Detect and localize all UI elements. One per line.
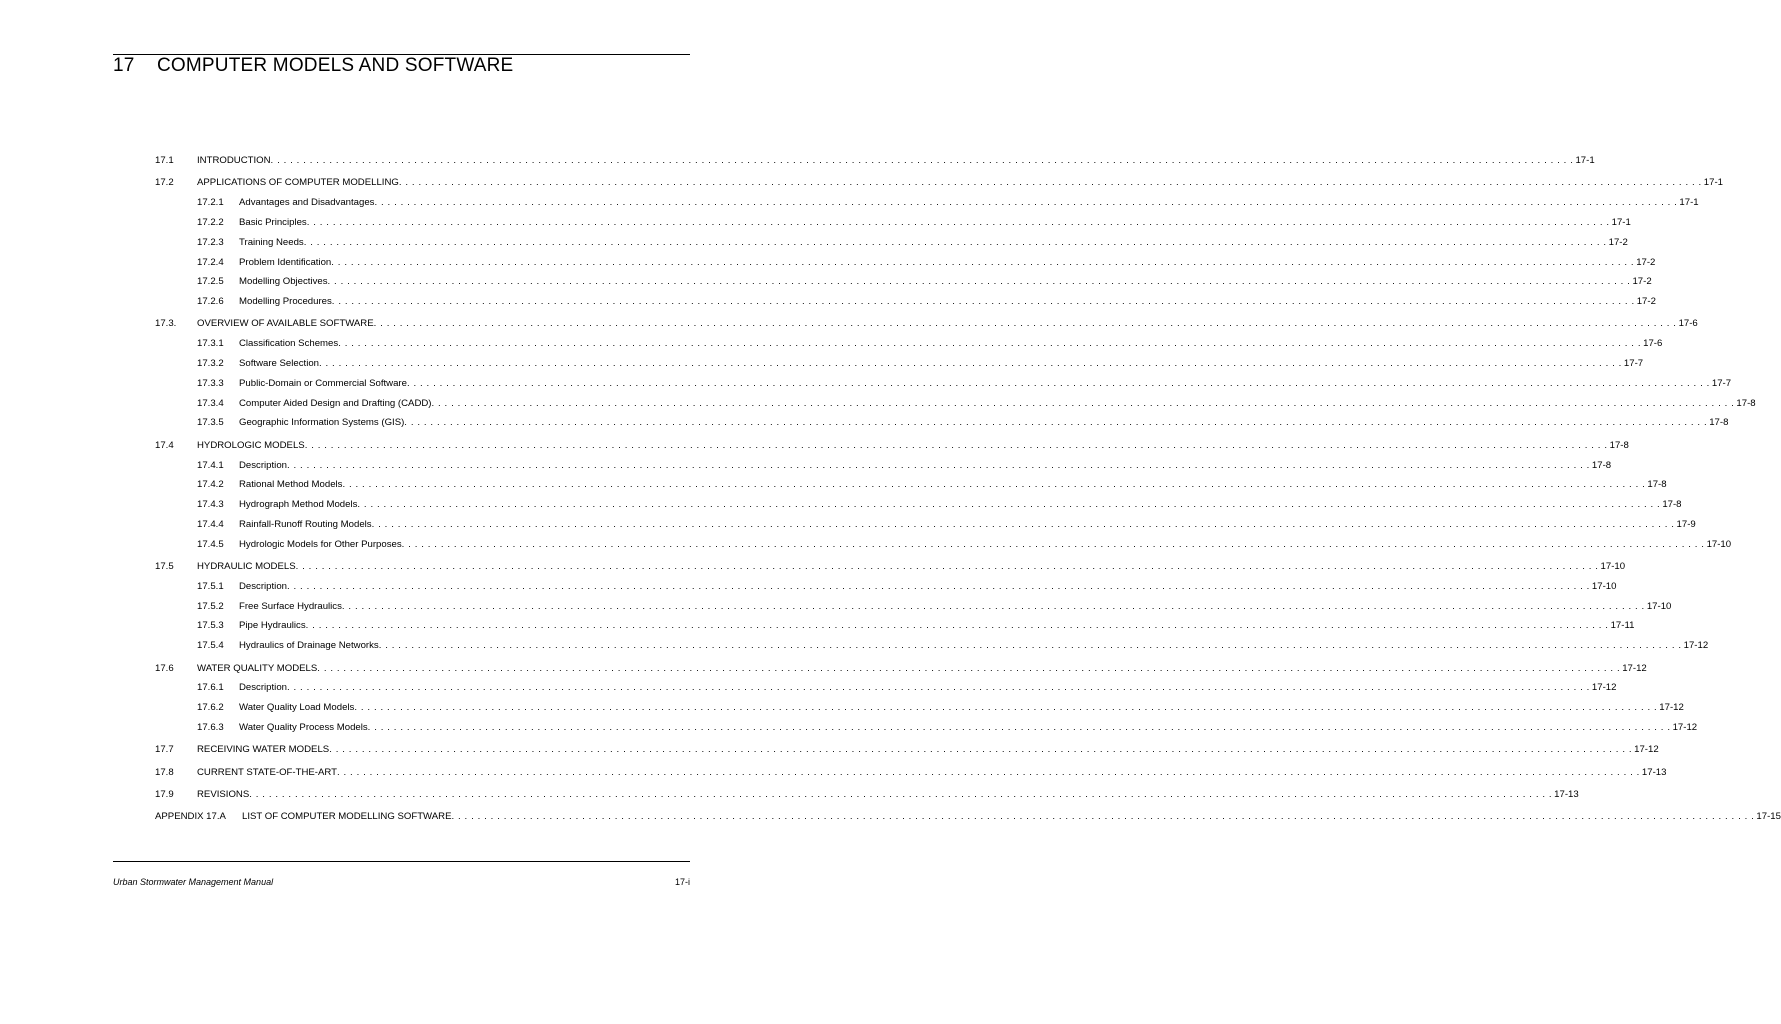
- toc-entry-number: 17.3.4: [197, 397, 224, 409]
- toc-entry-title: Advantages and Disadvantages: [239, 197, 375, 209]
- toc-entry-page: 17-10: [1646, 600, 1672, 612]
- toc-entry-number: 17.4.4: [197, 518, 224, 530]
- toc-entry-page: 17-8: [1647, 479, 1667, 491]
- toc-entry[interactable]: [155, 560, 1626, 574]
- toc-entry-page: 17-10: [1591, 580, 1617, 592]
- toc-entry[interactable]: [197, 600, 1672, 614]
- toc-entry[interactable]: [197, 275, 1652, 289]
- toc-leader-dots: . . . . . . . . . . . . . . . . . . . . . . . . . . . . . . . . . . . . . . . . . . . . . . . . . . . . . . . . . . . . . . . . . . . . . . . . . . . . . . . . . . . . . . . . . . . . . . . . . . . . . . . . . . . . . . . . . . . . . . . . . . . . . . . . . . . . . . . . . . . . . . . . . . . . . . . . . . . . . . . . . . . . . . . . . . . . . . . . . . . . . . . . . . . . . . . . . . . . . . . .: [304, 439, 1608, 451]
- toc-entry-page: 17-2: [1636, 296, 1656, 308]
- toc-entry-page: 17-1: [1679, 197, 1699, 209]
- toc-entry-page: 17-1: [1611, 216, 1631, 228]
- toc-leader-dots: . . . . . . . . . . . . . . . . . . . . . . . . . . . . . . . . . . . . . . . . . . . . . . . . . . . . . . . . . . . . . . . . . . . . . . . . . . . . . . . . . . . . . . . . . . . . . . . . . . . . . . . . . . . . . . . . . . . . . . . . . . . . . . . . . . . . . . . . . . . . . . . . . . . . . . . . . . . . . . . . . . . . . . . . . . . . . . . . . . . . . . . . . . . . . . . . . . . . . . . .: [371, 518, 1675, 530]
- toc-entry-page: 17-1: [1703, 177, 1723, 189]
- toc-leader-dots: . . . . . . . . . . . . . . . . . . . . . . . . . . . . . . . . . . . . . . . . . . . . . . . . . . . . . . . . . . . . . . . . . . . . . . . . . . . . . . . . . . . . . . . . . . . . . . . . . . . . . . . . . . . . . . . . . . . . . . . . . . . . . . . . . . . . . . . . . . . . . . . . . . . . . . . . . . . . . . . . . . . . . . . . . . . . . . . . . . . . . . . . . . . . . . . . . . . . . . . .: [287, 459, 1590, 471]
- toc-leader-dots: . . . . . . . . . . . . . . . . . . . . . . . . . . . . . . . . . . . . . . . . . . . . . . . . . . . . . . . . . . . . . . . . . . . . . . . . . . . . . . . . . . . . . . . . . . . . . . . . . . . . . . . . . . . . . . . . . . . . . . . . . . . . . . . . . . . . . . . . . . . . . . . . . . . . . . . . . . . . . . . . . . . . . . . . . . . . . . . . . . . . . . . . . . . . . . . . . . . . . . . .: [270, 155, 1574, 166]
- toc-entry-title: Description: [239, 682, 287, 694]
- toc-entry-number: 17.4.1: [197, 459, 224, 471]
- toc-leader-dots: . . . . . . . . . . . . . . . . . . . . . . . . . . . . . . . . . . . . . . . . . . . . . . . . . . . . . . . . . . . . . . . . . . . . . . . . . . . . . . . . . . . . . . . . . . . . . . . . . . . . . . . . . . . . . . . . . . . . . . . . . . . . . . . . . . . . . . . . . . . . . . . . . . . . . . . . . . . . . . . . . . . . . . . . . . . . . . . . . . . . . . . . . . . . . . . . . . . . . . . .: [373, 318, 1677, 330]
- toc-entry-page: 17-7: [1711, 377, 1732, 389]
- toc-entry[interactable]: [197, 478, 1667, 492]
- toc-entry-number: 17.5.3: [197, 620, 224, 632]
- toc-entry-number: 17.4.5: [197, 538, 224, 550]
- toc-entry-title: HYDROLOGIC MODELS: [197, 439, 305, 451]
- toc-entry-title: APPLICATIONS OF COMPUTER MODELLING: [197, 177, 399, 189]
- footer-manual-title: Urban Stormwater Management Manual: [113, 877, 274, 887]
- chapter-title: COMPUTER MODELS AND SOFTWARE: [157, 55, 514, 76]
- toc-entry-title: INTRODUCTION: [197, 155, 271, 166]
- toc-entry-number: 17.6.1: [197, 682, 224, 694]
- toc-entry-number: 17.2.3: [197, 236, 224, 248]
- toc-entry-page: 17-12: [1659, 702, 1684, 714]
- toc-entry-number: 17.6.2: [197, 702, 224, 714]
- toc-leader-dots: . . . . . . . . . . . . . . . . . . . . . . . . . . . . . . . . . . . . . . . . . . . . . . . . . . . . . . . . . . . . . . . . . . . . . . . . . . . . . . . . . . . . . . . . . . . . . . . . . . . . . . . . . . . . . . . . . . . . . . . . . . . . . . . . . . . . . . . . . . . . . . . . . . . . . . . . . . . . . . . . . . . . . . . . . . . . . . . . . . . . . . . . . . . . . . . . . . . . . . . .: [303, 236, 1607, 248]
- toc-entry-title: Water Quality Process Models: [239, 721, 368, 733]
- toc-entry-number: APPENDIX 17.A: [155, 811, 226, 823]
- toc-entry-title: Geographic Information Systems (GIS): [239, 417, 405, 429]
- toc-leader-dots: . . . . . . . . . . . . . . . . . . . . . . . . . . . . . . . . . . . . . . . . . . . . . . . . . . . . . . . . . . . . . . . . . . . . . . . . . . . . . . . . . . . . . . . . . . . . . . . . . . . . . . . . . . . . . . . . . . . . . . . . . . . . . . . . . . . . . . . . . . . . . . . . . . . . . . . . . . . . . . . . . . . . . . . . . . . . . . . . . . . . . . . . . . . . . . . . . . . . . . . .: [317, 662, 1621, 674]
- toc-entry-number: 17.3.5: [197, 417, 224, 429]
- footer-page-number: 17-i: [674, 877, 690, 887]
- toc-leader-dots: . . . . . . . . . . . . . . . . . . . . . . . . . . . . . . . . . . . . . . . . . . . . . . . . . . . . . . . . . . . . . . . . . . . . . . . . . . . . . . . . . . . . . . . . . . . . . . . . . . . . . . . . . . . . . . . . . . . . . . . . . . . . . . . . . . . . . . . . . . . . . . . . . . . . . . . . . . . . . . . . . . . . . . . . . . . . . . . . . . . . . . . . . . . . . . . . . . . . . . . .: [337, 766, 1640, 778]
- toc-entry-number: 17.5: [155, 561, 174, 572]
- toc-entry-number: 17.5.2: [197, 600, 224, 612]
- toc-entry-page: 17-8: [1662, 499, 1682, 511]
- toc-entry-page: 17-2: [1608, 236, 1628, 248]
- toc-entry-number: 17.5.1: [197, 580, 224, 592]
- toc-leader-dots: . . . . . . . . . . . . . . . . . . . . . . . . . . . . . . . . . . . . . . . . . . . . . . . . . . . . . . . . . . . . . . . . . . . . . . . . . . . . . . . . . . . . . . . . . . . . . . . . . . . . . . . . . . . . . . . . . . . . . . . . . . . . . . . . . . . . . . . . . . . . . . . . . . . . . . . . . . . . . . . . . . . . . . . . . . . . . . . . . . . . . . . . . . . . . . . . . . . . . . . .: [305, 620, 1609, 632]
- toc-entry[interactable]: [197, 580, 1617, 594]
- toc-leader-dots: . . . . . . . . . . . . . . . . . . . . . . . . . . . . . . . . . . . . . . . . . . . . . . . . . . . . . . . . . . . . . . . . . . . . . . . . . . . . . . . . . . . . . . . . . . . . . . . . . . . . . . . . . . . . . . . . . . . . . . . . . . . . . . . . . . . . . . . . . . . . . . . . . . . . . . . . . . . . . . . . . . . . . . . . . . . . . . . . . . . . . . . . . . . . . . . . . . . . . . . .: [374, 197, 1678, 209]
- toc-entry[interactable]: [197, 357, 1644, 371]
- footer-rule: [113, 861, 690, 862]
- toc-leader-dots: . . . . . . . . . . . . . . . . . . . . . . . . . . . . . . . . . . . . . . . . . . . . . . . . . . . . . . . . . . . . . . . . . . . . . . . . . . . . . . . . . . . . . . . . . . . . . . . . . . . . . . . . . . . . . . . . . . . . . . . . . . . . . . . . . . . . . . . . . . . . . . . . . . . . . . . . . . . . . . . . . . . . . . . . . . . . . . . . . . . . . . . . . . . . . . . . . . . . . . . .: [357, 499, 1661, 511]
- toc-entry-page: 17-13: [1554, 788, 1579, 800]
- toc-appendix-entry[interactable]: [155, 810, 1781, 824]
- toc-leader-dots: . . . . . . . . . . . . . . . . . . . . . . . . . . . . . . . . . . . . . . . . . . . . . . . . . . . . . . . . . . . . . . . . . . . . . . . . . . . . . . . . . . . . . . . . . . . . . . . . . . . . . . . . . . . . . . . . . . . . . . . . . . . . . . . . . . . . . . . . . . . . . . . . . . . . . . . . . . . . . . . . . . . . . . . . . . . . . . . . . . . . . . . . . . . . . . . . . . . . . . . .: [341, 600, 1645, 612]
- toc-entry-number: 17.9: [155, 788, 174, 800]
- toc-entry[interactable]: [155, 439, 1629, 453]
- toc-entry-number: 17.6.3: [197, 721, 224, 733]
- toc-entry-title: WATER QUALITY MODELS: [197, 662, 318, 674]
- toc-entry-number: 17.8: [155, 766, 174, 778]
- toc-entry-page: 17-6: [1678, 318, 1698, 330]
- toc-entry[interactable]: [197, 518, 1696, 532]
- toc-entry[interactable]: [197, 538, 1732, 552]
- toc-leader-dots: . . . . . . . . . . . . . . . . . . . . . . . . . . . . . . . . . . . . . . . . . . . . . . . . . . . . . . . . . . . . . . . . . . . . . . . . . . . . . . . . . . . . . . . . . . . . . . . . . . . . . . . . . . . . . . . . . . . . . . . . . . . . . . . . . . . . . . . . . . . . . . . . . . . . . . . . . . . . . . . . . . . . . . . . . . . . . . . . . . . . . . . . . . . . . . . . . . . . . . . .: [306, 216, 1610, 228]
- toc-leader-dots: . . . . . . . . . . . . . . . . . . . . . . . . . . . . . . . . . . . . . . . . . . . . . . . . . . . . . . . . . . . . . . . . . . . . . . . . . . . . . . . . . . . . . . . . . . . . . . . . . . . . . . . . . . . . . . . . . . . . . . . . . . . . . . . . . . . . . . . . . . . . . . . . . . . . . . . . . . . . . . . . . . . . . . . . . . . . . . . . . . . . . . . . . . . . . . . . . . . . . . . .: [401, 538, 1705, 550]
- toc-leader-dots: . . . . . . . . . . . . . . . . . . . . . . . . . . . . . . . . . . . . . . . . . . . . . . . . . . . . . . . . . . . . . . . . . . . . . . . . . . . . . . . . . . . . . . . . . . . . . . . . . . . . . . . . . . . . . . . . . . . . . . . . . . . . . . . . . . . . . . . . . . . . . . . . . . . . . . . . . . . . . . . . . . . . . . . . . . . . . . . . . . . . . . . . . . . . . . . . . . . . . . . .: [331, 256, 1635, 268]
- toc-entry[interactable]: [197, 256, 1656, 270]
- toc-entry[interactable]: [155, 766, 1667, 780]
- toc-entry-number: 17.1: [155, 155, 174, 166]
- toc-entry[interactable]: [197, 681, 1617, 695]
- toc-entry-number: 17.3.2: [197, 358, 224, 369]
- toc-leader-dots: . . . . . . . . . . . . . . . . . . . . . . . . . . . . . . . . . . . . . . . . . . . . . . . . . . . . . . . . . . . . . . . . . . . . . . . . . . . . . . . . . . . . . . . . . . . . . . . . . . . . . . . . . . . . . . . . . . . . . . . . . . . . . . . . . . . . . . . . . . . . . . . . . . . . . . . . . . . . . . . . . . . . . . . . . . . . . . . . . . . . . . . . . . . . . . . . . . . . . . . .: [338, 338, 1642, 350]
- toc-leader-dots: . . . . . . . . . . . . . . . . . . . . . . . . . . . . . . . . . . . . . . . . . . . . . . . . . . . . . . . . . . . . . . . . . . . . . . . . . . . . . . . . . . . . . . . . . . . . . . . . . . . . . . . . . . . . . . . . . . . . . . . . . . . . . . . . . . . . . . . . . . . . . . . . . . . . . . . . . . . . . . . . . . . . . . . . . . . . . . . . . . . . . . . . . . . . . . . . . . . . . . . .: [451, 811, 1755, 823]
- toc-entry-page: 17-1: [1575, 155, 1595, 166]
- toc-entry-title: Hydrograph Method Models: [239, 499, 358, 511]
- toc-entry-page: 17-2: [1632, 276, 1652, 288]
- toc-entry-title: Hydraulics of Drainage Networks: [239, 640, 379, 652]
- toc-entry-number: 17.2: [155, 177, 174, 189]
- toc-entry-page: 17-15: [1756, 811, 1781, 823]
- toc-entry-page: 17-8: [1709, 417, 1729, 429]
- toc-entry-title: Description: [239, 580, 287, 592]
- toc-entry-page: 17-8: [1609, 439, 1629, 451]
- toc-leader-dots: . . . . . . . . . . . . . . . . . . . . . . . . . . . . . . . . . . . . . . . . . . . . . . . . . . . . . . . . . . . . . . . . . . . . . . . . . . . . . . . . . . . . . . . . . . . . . . . . . . . . . . . . . . . . . . . . . . . . . . . . . . . . . . . . . . . . . . . . . . . . . . . . . . . . . . . . . . . . . . . . . . . . . . . . . . . . . . . . . . . . . . . . . . . . . . . . . . . . . . . .: [378, 640, 1682, 652]
- toc-leader-dots: . . . . . . . . . . . . . . . . . . . . . . . . . . . . . . . . . . . . . . . . . . . . . . . . . . . . . . . . . . . . . . . . . . . . . . . . . . . . . . . . . . . . . . . . . . . . . . . . . . . . . . . . . . . . . . . . . . . . . . . . . . . . . . . . . . . . . . . . . . . . . . . . . . . . . . . . . . . . . . . . . . . . . . . . . . . . . . . . . . . . . . . . . . . . . . . . . . . . . . . .: [287, 682, 1590, 694]
- toc-leader-dots: . . . . . . . . . . . . . . . . . . . . . . . . . . . . . . . . . . . . . . . . . . . . . . . . . . . . . . . . . . . . . . . . . . . . . . . . . . . . . . . . . . . . . . . . . . . . . . . . . . . . . . . . . . . . . . . . . . . . . . . . . . . . . . . . . . . . . . . . . . . . . . . . . . . . . . . . . . . . . . . . . . . . . . . . . . . . . . . . . . . . . . . . . . . . . . . . . . . . . . . .: [367, 721, 1671, 733]
- toc-entry-title: Hydrologic Models for Other Purposes: [239, 538, 402, 550]
- toc-entry-number: 17.7: [155, 744, 174, 756]
- toc-entry-page: 17-12: [1634, 744, 1659, 756]
- toc-entry-page: 17-2: [1636, 256, 1656, 268]
- toc-leader-dots: . . . . . . . . . . . . . . . . . . . . . . . . . . . . . . . . . . . . . . . . . . . . . . . . . . . . . . . . . . . . . . . . . . . . . . . . . . . . . . . . . . . . . . . . . . . . . . . . . . . . . . . . . . . . . . . . . . . . . . . . . . . . . . . . . . . . . . . . . . . . . . . . . . . . . . . . . . . . . . . . . . . . . . . . . . . . . . . . . . . . . . . . . . . . . . . . . . . . . . . .: [249, 788, 1553, 800]
- toc-entry-title: Training Needs: [239, 236, 304, 248]
- toc-entry-page: 17-13: [1641, 766, 1667, 778]
- toc-entry-page: 17-12: [1683, 640, 1709, 652]
- toc-entry[interactable]: [197, 639, 1709, 653]
- toc-leader-dots: . . . . . . . . . . . . . . . . . . . . . . . . . . . . . . . . . . . . . . . . . . . . . . . . . . . . . . . . . . . . . . . . . . . . . . . . . . . . . . . . . . . . . . . . . . . . . . . . . . . . . . . . . . . . . . . . . . . . . . . . . . . . . . . . . . . . . . . . . . . . . . . . . . . . . . . . . . . . . . . . . . . . . . . . . . . . . . . . . . . . . . . . . . . . . . . . . . . . . . . .: [431, 397, 1735, 409]
- toc-entry-number: 17.3.: [155, 318, 177, 330]
- toc-entry-title: LIST OF COMPUTER MODELLING SOFTWARE: [242, 811, 452, 823]
- toc-entry-page: 17-11: [1610, 620, 1635, 632]
- toc-entry[interactable]: [197, 377, 1732, 391]
- toc-entry-number: 17.4.3: [197, 499, 224, 511]
- toc-entry-title: Water Quality Load Models: [239, 702, 355, 714]
- toc-entry-title: Pipe Hydraulics: [239, 620, 306, 632]
- toc-entry[interactable]: [155, 662, 1647, 676]
- toc-entry[interactable]: [197, 498, 1682, 512]
- toc-entry-number: 17.2.1: [197, 197, 224, 209]
- toc-leader-dots: . . . . . . . . . . . . . . . . . . . . . . . . . . . . . . . . . . . . . . . . . . . . . . . . . . . . . . . . . . . . . . . . . . . . . . . . . . . . . . . . . . . . . . . . . . . . . . . . . . . . . . . . . . . . . . . . . . . . . . . . . . . . . . . . . . . . . . . . . . . . . . . . . . . . . . . . . . . . . . . . . . . . . . . . . . . . . . . . . . . . . . . . . . . . . . . . . . . . . . . .: [404, 417, 1708, 429]
- toc-entry-title: REVISIONS: [197, 788, 250, 800]
- toc-entry[interactable]: [197, 619, 1635, 633]
- toc-entry-title: OVERVIEW OF AVAILABLE SOFTWARE: [197, 318, 374, 330]
- toc-entry[interactable]: [197, 236, 1628, 250]
- toc-entry[interactable]: [197, 416, 1729, 430]
- toc-entry-title: HYDRAULIC MODELS: [197, 561, 296, 572]
- toc-entry-number: 17.4: [155, 439, 174, 451]
- toc-entry-title: Rainfall-Runoff Routing Models: [239, 518, 372, 530]
- toc-entry-number: 17.2.6: [197, 296, 224, 308]
- toc-entry[interactable]: [197, 295, 1656, 309]
- toc-entry-page: 17-8: [1736, 397, 1756, 409]
- toc-entry-page: 17-8: [1591, 459, 1612, 471]
- toc-entry[interactable]: [155, 743, 1659, 757]
- toc-entry-page: 17-10: [1600, 561, 1626, 572]
- toc-entry[interactable]: [197, 701, 1684, 715]
- toc-entry[interactable]: [197, 397, 1756, 411]
- toc-entry[interactable]: [155, 154, 1595, 168]
- toc-entry[interactable]: [155, 788, 1579, 802]
- toc-entry-page: 17-6: [1643, 338, 1663, 350]
- toc-entry-title: Public-Domain or Commercial Software: [239, 377, 407, 389]
- toc-leader-dots: . . . . . . . . . . . . . . . . . . . . . . . . . . . . . . . . . . . . . . . . . . . . . . . . . . . . . . . . . . . . . . . . . . . . . . . . . . . . . . . . . . . . . . . . . . . . . . . . . . . . . . . . . . . . . . . . . . . . . . . . . . . . . . . . . . . . . . . . . . . . . . . . . . . . . . . . . . . . . . . . . . . . . . . . . . . . . . . . . . . . . . . . . . . . . . . . . . . . . . . .: [398, 177, 1702, 189]
- toc-entry-page: 17-9: [1676, 518, 1696, 530]
- toc-leader-dots: . . . . . . . . . . . . . . . . . . . . . . . . . . . . . . . . . . . . . . . . . . . . . . . . . . . . . . . . . . . . . . . . . . . . . . . . . . . . . . . . . . . . . . . . . . . . . . . . . . . . . . . . . . . . . . . . . . . . . . . . . . . . . . . . . . . . . . . . . . . . . . . . . . . . . . . . . . . . . . . . . . . . . . . . . . . . . . . . . . . . . . . . . . . . . . . . . . . . . . . .: [319, 358, 1622, 369]
- toc-entry-number: 17.6: [155, 662, 174, 674]
- toc-entry-number: 17.2.2: [197, 216, 224, 228]
- toc-leader-dots: . . . . . . . . . . . . . . . . . . . . . . . . . . . . . . . . . . . . . . . . . . . . . . . . . . . . . . . . . . . . . . . . . . . . . . . . . . . . . . . . . . . . . . . . . . . . . . . . . . . . . . . . . . . . . . . . . . . . . . . . . . . . . . . . . . . . . . . . . . . . . . . . . . . . . . . . . . . . . . . . . . . . . . . . . . . . . . . . . . . . . . . . . . . . . . . . . . . . . . . .: [342, 479, 1646, 491]
- toc-entry-title: RECEIVING WATER MODELS: [197, 744, 330, 756]
- toc-entry[interactable]: [155, 317, 1698, 331]
- chapter-number: 17: [113, 55, 135, 76]
- toc-entry-number: 17.2.5: [197, 276, 224, 288]
- toc-entry-number: 17.3.3: [197, 377, 224, 389]
- toc-entry-title: Modelling Procedures: [239, 296, 332, 308]
- toc-entry-number: 17.4.2: [197, 479, 224, 491]
- toc-entry[interactable]: [155, 176, 1723, 190]
- toc-entry-title: Software Selection: [239, 358, 319, 369]
- toc-entry-title: Problem Identification: [239, 256, 332, 268]
- toc-entry-page: 17-10: [1706, 538, 1732, 550]
- toc-entry-page: 17-12: [1672, 721, 1698, 733]
- toc-entry-title: Basic Principles: [239, 216, 307, 228]
- toc-entry-title: CURRENT STATE-OF-THE-ART: [197, 766, 337, 778]
- chapter-heading: [113, 55, 513, 77]
- toc-leader-dots: . . . . . . . . . . . . . . . . . . . . . . . . . . . . . . . . . . . . . . . . . . . . . . . . . . . . . . . . . . . . . . . . . . . . . . . . . . . . . . . . . . . . . . . . . . . . . . . . . . . . . . . . . . . . . . . . . . . . . . . . . . . . . . . . . . . . . . . . . . . . . . . . . . . . . . . . . . . . . . . . . . . . . . . . . . . . . . . . . . . . . . . . . . . . . . . . . . . . . . . .: [329, 744, 1633, 756]
- toc-entry-number: 17.5.4: [197, 640, 224, 652]
- toc-entry-title: Modelling Objectives: [239, 276, 328, 288]
- toc-leader-dots: . . . . . . . . . . . . . . . . . . . . . . . . . . . . . . . . . . . . . . . . . . . . . . . . . . . . . . . . . . . . . . . . . . . . . . . . . . . . . . . . . . . . . . . . . . . . . . . . . . . . . . . . . . . . . . . . . . . . . . . . . . . . . . . . . . . . . . . . . . . . . . . . . . . . . . . . . . . . . . . . . . . . . . . . . . . . . . . . . . . . . . . . . . . . . . . . . . . . . . . .: [327, 276, 1631, 288]
- toc-leader-dots: . . . . . . . . . . . . . . . . . . . . . . . . . . . . . . . . . . . . . . . . . . . . . . . . . . . . . . . . . . . . . . . . . . . . . . . . . . . . . . . . . . . . . . . . . . . . . . . . . . . . . . . . . . . . . . . . . . . . . . . . . . . . . . . . . . . . . . . . . . . . . . . . . . . . . . . . . . . . . . . . . . . . . . . . . . . . . . . . . . . . . . . . . . . . . . . . . . . . . . . .: [354, 702, 1658, 714]
- toc-entry-page: 17-12: [1591, 682, 1617, 694]
- toc-entry[interactable]: [197, 216, 1631, 230]
- toc-entry-number: 17.3.1: [197, 338, 224, 350]
- toc-entry-page: 17-7: [1623, 358, 1644, 369]
- toc-leader-dots: . . . . . . . . . . . . . . . . . . . . . . . . . . . . . . . . . . . . . . . . . . . . . . . . . . . . . . . . . . . . . . . . . . . . . . . . . . . . . . . . . . . . . . . . . . . . . . . . . . . . . . . . . . . . . . . . . . . . . . . . . . . . . . . . . . . . . . . . . . . . . . . . . . . . . . . . . . . . . . . . . . . . . . . . . . . . . . . . . . . . . . . . . . . . . . . . . . . . . . . .: [295, 561, 1599, 572]
- toc-entry-title: Free Surface Hydraulics: [239, 600, 342, 612]
- toc-entry-title: Description: [239, 459, 287, 471]
- toc-entry-page: 17-12: [1622, 662, 1647, 674]
- toc-entry-title: Classification Schemes: [239, 338, 339, 350]
- toc-entry[interactable]: [197, 196, 1699, 210]
- toc-entry-number: 17.2.4: [197, 256, 224, 268]
- toc-leader-dots: . . . . . . . . . . . . . . . . . . . . . . . . . . . . . . . . . . . . . . . . . . . . . . . . . . . . . . . . . . . . . . . . . . . . . . . . . . . . . . . . . . . . . . . . . . . . . . . . . . . . . . . . . . . . . . . . . . . . . . . . . . . . . . . . . . . . . . . . . . . . . . . . . . . . . . . . . . . . . . . . . . . . . . . . . . . . . . . . . . . . . . . . . . . . . . . . . . . . . . . .: [287, 580, 1590, 592]
- toc-entry-title: Rational Method Models: [239, 479, 343, 491]
- toc-leader-dots: . . . . . . . . . . . . . . . . . . . . . . . . . . . . . . . . . . . . . . . . . . . . . . . . . . . . . . . . . . . . . . . . . . . . . . . . . . . . . . . . . . . . . . . . . . . . . . . . . . . . . . . . . . . . . . . . . . . . . . . . . . . . . . . . . . . . . . . . . . . . . . . . . . . . . . . . . . . . . . . . . . . . . . . . . . . . . . . . . . . . . . . . . . . . . . . . . . . . . . . .: [406, 377, 1710, 389]
- toc-entry-title: Computer Aided Design and Drafting (CADD): [239, 397, 432, 409]
- toc-entry[interactable]: [197, 337, 1663, 351]
- toc-entry[interactable]: [197, 721, 1698, 735]
- toc-leader-dots: . . . . . . . . . . . . . . . . . . . . . . . . . . . . . . . . . . . . . . . . . . . . . . . . . . . . . . . . . . . . . . . . . . . . . . . . . . . . . . . . . . . . . . . . . . . . . . . . . . . . . . . . . . . . . . . . . . . . . . . . . . . . . . . . . . . . . . . . . . . . . . . . . . . . . . . . . . . . . . . . . . . . . . . . . . . . . . . . . . . . . . . . . . . . . . . . . . . . . . . .: [331, 296, 1635, 308]
- toc-entry[interactable]: [197, 459, 1612, 473]
